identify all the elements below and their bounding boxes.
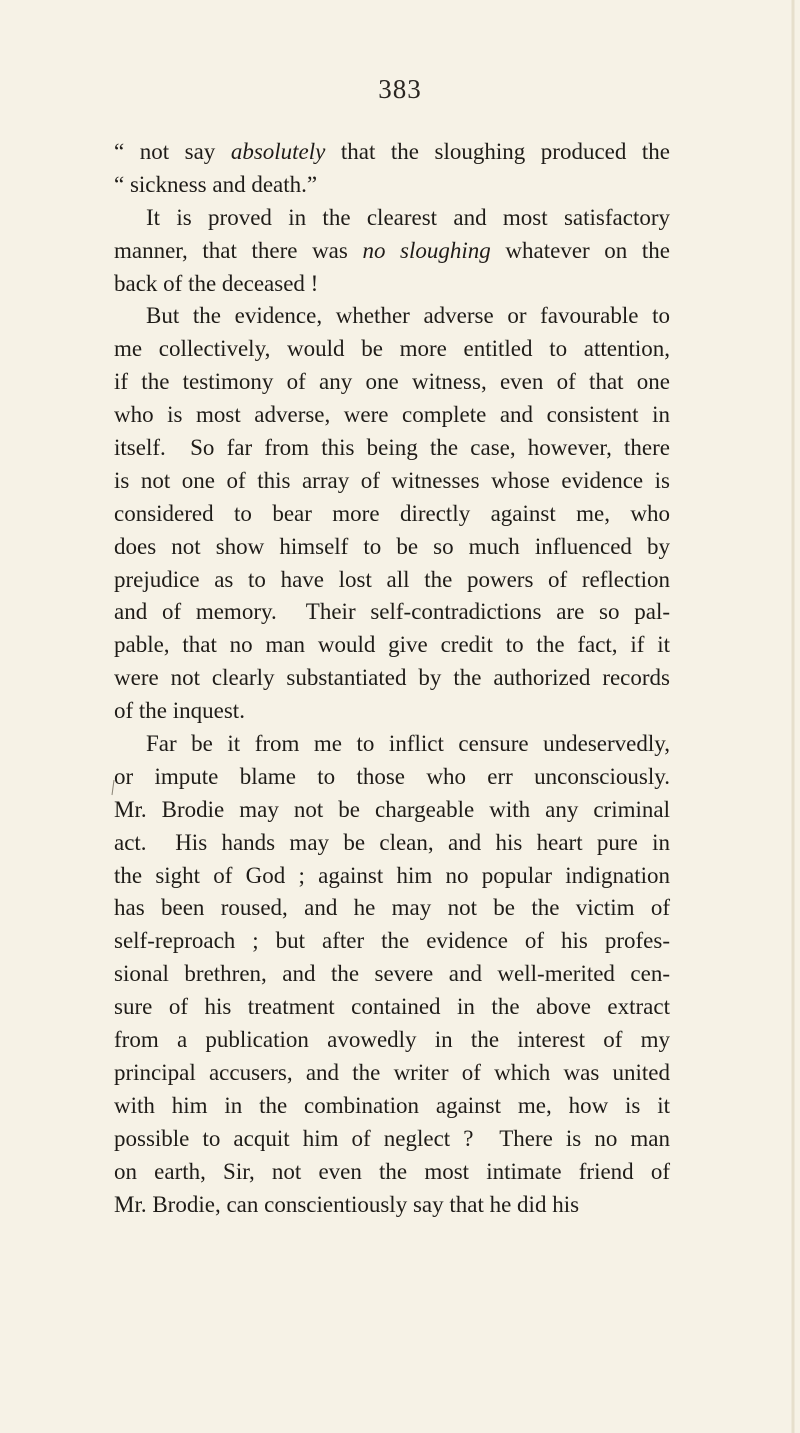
text-line [114, 991, 670, 1024]
paragraph [114, 202, 670, 301]
text-segment: manner, that there was [114, 237, 363, 263]
text-line [114, 498, 670, 531]
text-segment: the sight of God ; against him no popular indignation [114, 862, 670, 888]
text-line [114, 1189, 670, 1222]
text-segment: of the inquest. [114, 698, 245, 724]
text-line [114, 958, 670, 991]
text-segment: whatever on the [490, 237, 670, 263]
text-segment: sure of his treatment contained in the above extract [114, 994, 670, 1020]
text-line [114, 333, 670, 366]
text-line [114, 432, 670, 465]
text-segment: sional brethren, and the severe and well-merited cen- [114, 961, 670, 987]
text-line [114, 564, 670, 597]
text-line [114, 728, 670, 761]
text-segment: But the evidence, whether adverse or favourable to [146, 303, 670, 329]
text-segment: were not clearly substantiated by the authorized records [114, 665, 670, 691]
text-segment: on earth, Sir, not even the most intimate friend of [114, 1158, 670, 1184]
text-segment: principal accusers, and the writer of which was united [114, 1059, 670, 1085]
italic-text: no sloughing [362, 237, 491, 263]
text-segment: possible to acquit him of neglect ? There is no man [114, 1125, 670, 1151]
text-segment: who is most adverse, were complete and consistent in [114, 402, 670, 428]
text-line [114, 465, 670, 498]
text-line [114, 531, 670, 564]
text-segment: itself. So far from this being the case, however, there [114, 435, 670, 461]
text-segment: It is proved in the clearest and most satisfactory [146, 204, 670, 230]
text-line [114, 695, 670, 728]
text-segment: Mr. Brodie may not be chargeable with any criminal [114, 796, 670, 822]
text-line [114, 761, 670, 794]
text-segment: or impute blame to those who err unconsciously. [114, 763, 670, 789]
paragraph [114, 300, 670, 728]
text-line [114, 1156, 670, 1189]
text-line [114, 202, 670, 235]
paragraph [114, 136, 670, 202]
text-line [114, 169, 670, 202]
text-line [114, 794, 670, 827]
text-line [114, 1090, 670, 1123]
text-line [114, 235, 670, 268]
text-line [114, 827, 670, 860]
text-line [114, 925, 670, 958]
text-segment: “ not say [114, 139, 231, 164]
text-segment: act. His hands may be clean, and his heart pure in [114, 829, 670, 855]
text-segment: Mr. Brodie, can conscientiously say that he did his [114, 1191, 580, 1217]
paragraph [114, 728, 670, 1221]
text-segment: and of memory. Their self-contradictions are so pal- [114, 599, 670, 625]
text-line [114, 399, 670, 432]
text-segment: me collectively, would be more entitled to attention, [114, 336, 670, 362]
text-line [114, 662, 670, 695]
text-segment: Far be it from me to inflict censure undeservedly, [146, 731, 670, 757]
text-segment: “ sickness and death.” [114, 171, 318, 197]
text-segment: that the sloughing produced the [325, 139, 670, 164]
text-segment: pable, that no man would give credit to the fact, if it [114, 632, 670, 658]
text-line [114, 629, 670, 662]
text-segment: considered to bear more directly against me, who [114, 500, 670, 526]
italic-text: absolutely [230, 139, 326, 164]
text-line [114, 860, 670, 893]
text-line [114, 1024, 670, 1057]
text-line [114, 1123, 670, 1156]
text-segment: does not show himself to be so much influenced by [114, 533, 670, 559]
text-segment: has been roused, and he may not be the victim of [114, 895, 670, 921]
text-line [114, 596, 670, 629]
text-line [114, 1057, 670, 1090]
text-segment: prejudice as to have lost all the powers of reflection [114, 566, 670, 592]
text-segment: is not one of this array of witnesses whose evidence is [114, 467, 670, 493]
text-line [114, 366, 670, 399]
text-line [114, 300, 670, 333]
body-text [114, 136, 670, 1221]
text-line [114, 268, 670, 301]
text-line [114, 136, 670, 169]
text-segment: self-reproach ; but after the evidence of his profes- [114, 928, 670, 954]
text-segment: if the testimony of any one witness, even of that one [114, 369, 670, 395]
text-segment: with him in the combination against me, how is it [114, 1092, 670, 1118]
text-line [114, 892, 670, 925]
text-segment: from a publication avowedly in the interest of my [114, 1027, 670, 1053]
page-number: 383 [378, 74, 422, 104]
text-segment: back of the deceased ! [114, 270, 319, 296]
